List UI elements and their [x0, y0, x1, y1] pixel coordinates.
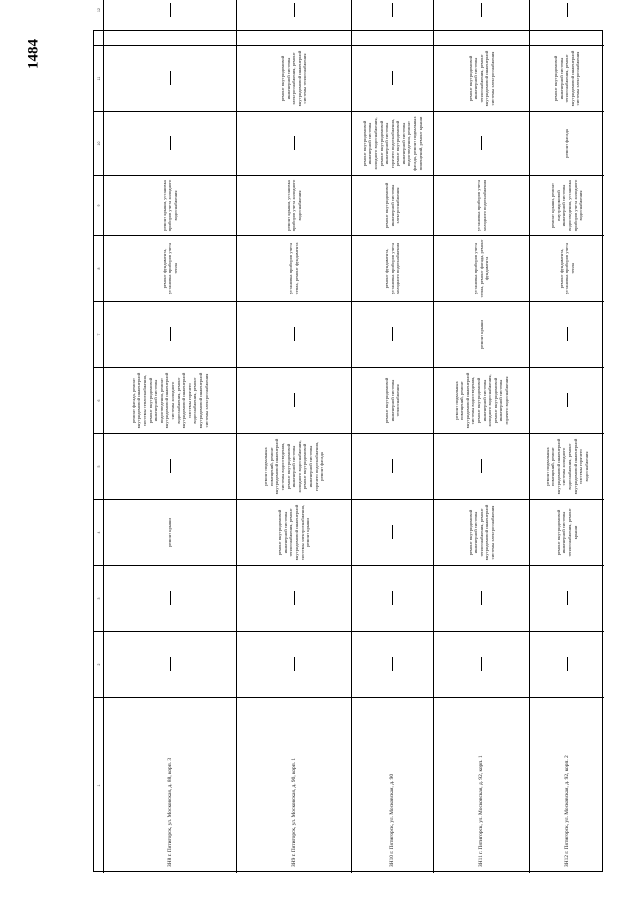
- column-number: 4: [94, 500, 104, 565]
- work-cell: [237, 566, 352, 631]
- work-cell: [434, 112, 530, 175]
- work-cell: [237, 236, 352, 301]
- work-text: ремонт крыши: [167, 518, 173, 547]
- work-cell: [237, 632, 352, 697]
- work-text: ремонт крыши, ремонт внутридомовой инженерной системы водоотведения, установка приборов учета холодного водоснабжения: [550, 179, 584, 232]
- work-text: ремонт внутридомовой инженерной системы теплоснабжения, ремонт внутридомовой инженерной системы электроснабжения: [467, 50, 495, 107]
- address-text: ЗН9 г. Пятигорск, ул. Московская, д. 90, корп. 1: [290, 757, 297, 867]
- work-cell: [104, 632, 237, 697]
- table-column-4: [94, 499, 604, 565]
- work-text: ремонт внутридомовой инженерной системы электроснабжения, ремонт внутридомовой инженерной системы теплоснабжения: [280, 50, 308, 107]
- work-cell: [237, 434, 352, 499]
- page-number-text: 1484: [25, 39, 42, 69]
- page-number: [22, 30, 46, 78]
- work-cell: [237, 368, 352, 433]
- empty-dash: [392, 3, 393, 17]
- empty-dash: [170, 658, 171, 672]
- empty-dash: [170, 460, 171, 474]
- empty-dash: [294, 592, 295, 606]
- column-number: 2: [94, 632, 104, 697]
- work-cell: [352, 368, 434, 433]
- table-column-6: [94, 367, 604, 433]
- empty-dash: [481, 137, 482, 151]
- empty-dash: [481, 592, 482, 606]
- empty-dash: [481, 3, 482, 17]
- column-number: 9: [94, 176, 104, 235]
- work-cell: [352, 176, 434, 235]
- empty-dash: [170, 137, 171, 151]
- work-cell: [104, 368, 237, 433]
- work-cell: [237, 46, 352, 111]
- column-number: 11: [94, 46, 104, 111]
- work-cell: [352, 500, 434, 565]
- work-cell: [352, 302, 434, 367]
- work-text: ремонт фундамента, установка приборов учета холодного водоснабжения: [384, 242, 401, 295]
- empty-dash: [392, 658, 393, 672]
- work-cell: [434, 368, 530, 433]
- work-text: ремонт фундамента, установка приборов учета тепла: [558, 242, 575, 295]
- work-cell: [530, 368, 604, 433]
- work-cell: [352, 236, 434, 301]
- work-text: ремонт внутридомовой инженерной системы теплоснабжения, ремонт внутридомовой инженерной системы электроснабжения, ремонт крыши: [277, 504, 311, 561]
- work-cell: [530, 112, 604, 175]
- empty-dash: [392, 460, 393, 474]
- address-text: ЗН10 г. Пятигорск, ул. Московская, д. 90: [389, 773, 396, 867]
- empty-dash: [567, 394, 568, 408]
- table-column-5: [94, 433, 604, 499]
- work-cell: [352, 632, 434, 697]
- column-number: 5: [94, 434, 104, 499]
- work-cell: [352, 434, 434, 499]
- empty-dash: [481, 658, 482, 672]
- work-cell: [352, 46, 434, 111]
- empty-dash: [294, 658, 295, 672]
- table-column-2: [94, 631, 604, 697]
- work-cell: [352, 112, 434, 175]
- empty-dash: [170, 592, 171, 606]
- empty-dash: [481, 460, 482, 474]
- work-text: ремонт крыши: [478, 320, 484, 349]
- empty-dash: [294, 394, 295, 408]
- work-cell: [237, 0, 352, 45]
- work-text: ремонт крыши, установка приборов учета холодного водоснабжения: [161, 179, 178, 232]
- work-text: ремонт подвальных помещений, ремонт внутридомовой инженерной системы холодного водоснабжения, ремонт внутридомовой инженерной системы горячего водоснабжения: [544, 438, 589, 495]
- column-number: 3: [94, 566, 104, 631]
- work-cell: [530, 566, 604, 631]
- work-cell: [104, 566, 237, 631]
- work-text: ремонт подвальных помещений, ремонт внутридомовой инженерной системы водоотведения, ремонт внутридомовой инженерной системы холодного водоснабжения, ремонт внутридомовой инженерной системы горячего водоснабжения, ремонт фасада: [263, 438, 325, 495]
- work-cell: [530, 176, 604, 235]
- work-cell: [434, 434, 530, 499]
- column-number: 7: [94, 302, 104, 367]
- work-cell: [104, 302, 237, 367]
- work-cell: [104, 112, 237, 175]
- work-text: ремонт фасада: [564, 129, 570, 158]
- work-cell: [434, 0, 530, 45]
- work-cell: [352, 566, 434, 631]
- table-column-12: [94, 0, 604, 45]
- empty-dash: [294, 137, 295, 151]
- empty-dash: [294, 3, 295, 17]
- work-cell: [434, 46, 530, 111]
- work-cell: [530, 500, 604, 565]
- table-column-3: [94, 565, 604, 631]
- work-text: установка приборов учета холодного водоснабжения: [475, 179, 487, 232]
- column-number: 1: [94, 698, 104, 873]
- work-cell: [530, 632, 604, 697]
- work-cell: [434, 176, 530, 235]
- work-cell: [104, 236, 237, 301]
- table-column-1: [94, 697, 604, 873]
- works-table-rotated: [94, 8, 604, 873]
- column-number: 6: [94, 368, 104, 433]
- work-text: ремонт подвальных помещений, ремонт внутридомовой инженерной системы водоотведения, ремонт внутридомовой инженерной системы холодного водоснабжения, ремонт внутридомовой инженерной системы горячего водоснабжения: [453, 372, 509, 429]
- empty-dash: [567, 592, 568, 606]
- empty-dash: [170, 3, 171, 17]
- empty-dash: [392, 526, 393, 540]
- address-text: ЗН11 г. Пятигорск, ул. Московская, д. 92, корп. 1: [478, 755, 485, 867]
- work-cell: [434, 566, 530, 631]
- table-column-9: [94, 175, 604, 235]
- address-cell: [104, 698, 237, 873]
- work-cell: [434, 236, 530, 301]
- table-column-7: [94, 301, 604, 367]
- column-number: 8: [94, 236, 104, 301]
- work-cell: [104, 434, 237, 499]
- empty-dash: [392, 328, 393, 342]
- address-cell: [237, 698, 352, 873]
- work-cell: [237, 112, 352, 175]
- work-cell: [530, 302, 604, 367]
- empty-dash: [170, 328, 171, 342]
- address-cell: [530, 698, 604, 873]
- empty-dash: [392, 592, 393, 606]
- work-cell: [352, 0, 434, 45]
- work-text: ремонт фасада, ремонт внутридомовой инженерной системы теплоснабжения, ремонт внутридомовой инженерной системы водоотведения, ремонт внутридомовой инженерной системы холодного водоснабжения, ремонт внутридомовой инженерной системы горячего водоснабжения, ремонт внутридомовой инженерной системы электроснабжения: [130, 372, 209, 429]
- work-text: ремонт внутридомовой инженерной системы теплоснабжения, ремонт крыши: [555, 508, 578, 557]
- work-cell: [237, 176, 352, 235]
- empty-dash: [567, 658, 568, 672]
- address-text: ЗН8 г. Пятигорск, ул. Московская, д. 88, корп. 3: [166, 757, 173, 867]
- work-cell: [237, 500, 352, 565]
- work-cell: [104, 0, 237, 45]
- work-cell: [434, 302, 530, 367]
- work-cell: [434, 500, 530, 565]
- empty-dash: [294, 328, 295, 342]
- empty-dash: [170, 72, 171, 86]
- work-text: установка приборов учета тепла, ремонт фасада, ремонт фундамента: [473, 239, 490, 298]
- address-cell: [434, 698, 530, 873]
- work-cell: [104, 46, 237, 111]
- work-cell: [434, 632, 530, 697]
- work-cell: [530, 236, 604, 301]
- work-text: ремонт внутридомовой инженерной системы теплоснабжения: [384, 377, 401, 424]
- empty-dash: [567, 3, 568, 17]
- column-number: 12: [94, 0, 104, 45]
- work-cell: [530, 434, 604, 499]
- work-cell: [530, 0, 604, 45]
- table-column-11: [94, 45, 604, 111]
- address-text: ЗН12 г. Пятигорск, ул. Московская, д. 92, корп. 2: [563, 755, 570, 867]
- table-column-10: [94, 111, 604, 175]
- work-cell: [104, 500, 237, 565]
- column-number: 10: [94, 112, 104, 175]
- table-column-8: [94, 235, 604, 301]
- work-text: установка приборов учета тепла, ремонт фундамента: [288, 242, 299, 295]
- work-text: ремонт внутридомовой инженерной системы теплоснабжения, ремонт внутридомовой инженерной системы электроснабжения: [467, 504, 495, 561]
- work-text: ремонт крыши, установка приборов учета холодного водоснабжения: [285, 179, 302, 232]
- works-table: [93, 8, 603, 872]
- work-text: ремонт внутридомовой инженерной системы холодного водоснабжения, ремонт внутридомовой инженерной системы горячего водоснабжения, ремонт внутридомовой инженерной системы водоотведения, ремонт фасада, ремонт подвальных помещений, ремонт крыши: [361, 116, 423, 171]
- work-text: ремонт фундамента, установка приборов учета тепла: [161, 242, 178, 295]
- work-text: ремонт внутридомовой инженерной системы теплоснабжения, ремонт внутридомовой инженерной системы электроснабжения: [553, 50, 581, 107]
- work-cell: [237, 302, 352, 367]
- work-text: ремонт внутридомовой инженерной системы электроснабжения: [384, 182, 401, 229]
- work-cell: [104, 176, 237, 235]
- address-cell: [352, 698, 434, 873]
- empty-dash: [567, 328, 568, 342]
- work-cell: [530, 46, 604, 111]
- empty-dash: [392, 72, 393, 86]
